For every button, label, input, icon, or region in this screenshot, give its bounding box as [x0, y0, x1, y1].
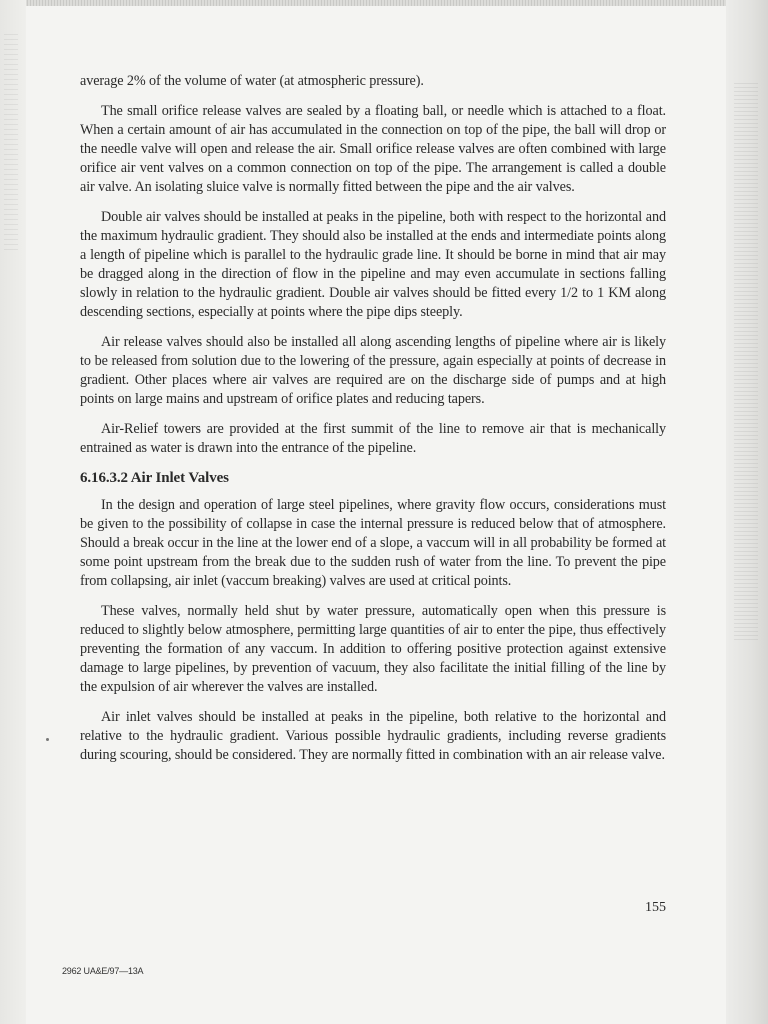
paragraph-continuation: average 2% of the volume of water (at atmospheric pressure). — [80, 73, 424, 89]
paragraph-valve-installation: Air inlet valves should be installed at peaks in the pipeline, both relative to the horizontal and relative to the hydraulic gradient. Various possible hydraulic gradients, including reverse gradients during scouring, should be considered. They are normally fitted in combination with an air release valve. — [80, 709, 666, 763]
paragraph-valve-operation: These valves, normally held shut by water pressure, automatically open when this pressure is reduced to slightly below atmosphere, permitting large quantities of air to enter the pipe, thus effectively preventing the formation of any vaccum. In addition to offering positive protection against extensive damage to large pipelines, by prevention of vacuum, they also facilitate the initial filling of the line by the expulsion of air wherever the valves are installed. — [80, 603, 666, 695]
page-number: 155 — [645, 900, 666, 915]
document-page — [80, 72, 666, 776]
footer-print-code: 2962 UA&E/97—13A — [62, 966, 144, 976]
section-heading: 6.16.3.2 Air Inlet Valves — [80, 470, 229, 486]
paragraph-air-release-valves: Air release valves should also be installed all along ascending lengths of pipeline where air is likely to be released from solution due to the lowering of the pressure, again especially at points of decrease in gradient. Other places where air valves are required are on the discharge side of pumps and at high points on large mains and upstream of orifice plates and reducing tapers. — [80, 334, 666, 407]
scan-speck — [46, 738, 49, 741]
paragraph-double-air-valves: Double air valves should be installed at peaks in the pipeline, both with respect to the horizontal and the maximum hydraulic gradient. They should also be installed at the ends and intermediate points along a length of pipeline which is parallel to the hydraulic grade line. It should be borne in mind that air may be dragged along in the direction of flow in the pipeline and may even accumulate in sections falling slowly in relation to the hydraulic gradient. Double air valves should be fitted every 1/2 to 1 KM along descending sections, especially at points where the pipe dips steeply. — [80, 209, 666, 320]
scan-edge-right — [726, 0, 768, 1024]
paragraph-steel-pipelines: In the design and operation of large steel pipelines, where gravity flow occurs, considerations must be given to the possibility of collapse in case the internal pressure is reduced below that of atmosphere. Should a break occur in the line at the lower end of a slope, a vaccum will in all probability be formed at some point upstream from the break due to the sudden rush of water from the line. To prevent the pipe from collapsing, air inlet (vaccum breaking) valves are used at critical points. — [80, 497, 666, 589]
scan-edge-left — [0, 0, 26, 1024]
paragraph-air-relief-towers: Air-Relief towers are provided at the first summit of the line to remove air that is mechanically entrained as water is drawn into the entrance of the pipeline. — [80, 421, 666, 456]
scan-edge-top — [0, 0, 768, 6]
paragraph-small-orifice-valves: The small orifice release valves are sealed by a floating ball, or needle which is attached to a float. When a certain amount of air has accumulated in the connection on top of the pipe, the ball will drop or the needle valve will open and release the air. Small orifice release valves are often combined with large orifice air vent valves on a common connection on top of the pipe. The arrangement is called a double air valve. An isolating sluice valve is normally fitted between the pipe and the air valves. — [80, 103, 666, 195]
